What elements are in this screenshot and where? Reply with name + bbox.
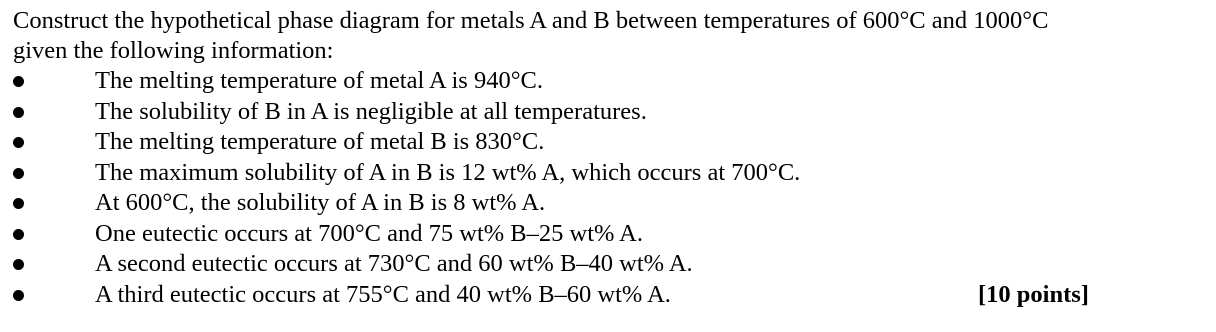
points-label: [10 points] — [978, 280, 1089, 308]
list-item — [13, 158, 1203, 189]
bullet-icon — [13, 259, 24, 270]
list-item — [13, 280, 1203, 311]
list-item — [13, 249, 1203, 280]
list-item — [13, 219, 1203, 250]
bullet-icon — [13, 76, 24, 87]
bullet-icon — [13, 229, 24, 240]
list-item-text: A second eutectic occurs at 730°C and 60 wt% B–40 wt% A. — [95, 250, 693, 277]
list-item-text: The maximum solubility of A in B is 12 wt% A, which occurs at 700°C. — [95, 158, 801, 186]
problem-statement — [13, 6, 1203, 310]
intro-line-2: given the following information: — [13, 37, 334, 64]
list-item — [13, 66, 1203, 97]
bullet-icon — [13, 290, 24, 301]
list-item-text: The melting temperature of metal B is 830°C. — [95, 128, 545, 155]
condition-list — [13, 66, 1203, 310]
bullet-icon — [13, 107, 24, 118]
bullet-icon — [13, 137, 24, 148]
list-item-text: At 600°C, the solubility of A in B is 8 wt% A. — [95, 189, 546, 216]
problem-intro — [13, 6, 1203, 66]
bullet-icon — [13, 198, 24, 209]
list-item — [13, 188, 1203, 219]
list-item-text: One eutectic occurs at 700°C and 75 wt% B–25 wt% A. — [95, 219, 643, 247]
list-item-text: The solubility of B in A is negligible at all temperatures. — [95, 97, 647, 125]
bullet-icon — [13, 168, 24, 179]
list-item — [13, 97, 1203, 128]
list-item-text: A third eutectic occurs at 755°C and 40 wt% B–60 wt% A. — [95, 280, 671, 308]
list-item — [13, 127, 1203, 158]
list-item-text: The melting temperature of metal A is 940°C. — [95, 67, 543, 94]
intro-line-1: Construct the hypothetical phase diagram for metals A and B between temperatures of 600°C and 1000°C — [13, 7, 1049, 34]
